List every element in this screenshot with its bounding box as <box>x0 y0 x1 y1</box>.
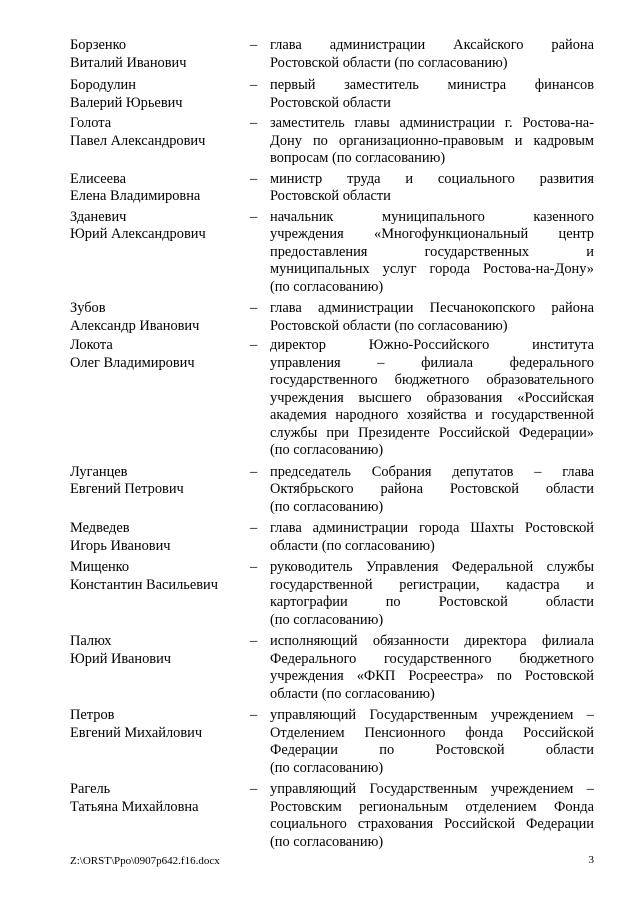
dash-separator: – <box>250 781 258 797</box>
member-position <box>270 171 594 206</box>
member-name <box>70 337 250 372</box>
position-line: (по согласованию) <box>270 833 384 850</box>
member-entry <box>70 633 594 703</box>
member-given-names: Виталий Иванович <box>70 54 187 71</box>
position-line: Федерации по Ростовской области <box>270 742 594 758</box>
member-surname: Зданевич <box>70 208 127 225</box>
member-surname: Палюх <box>70 633 112 649</box>
member-name <box>70 781 250 816</box>
position-line: Дону по организационно-правовым и кадровым <box>270 132 594 149</box>
position-line: области (по согласованию) <box>270 537 435 554</box>
member-given-names: Татьяна Михайловна <box>70 798 199 815</box>
position-line: управления – филиала федерального <box>270 354 594 371</box>
member-name <box>70 209 250 244</box>
member-position <box>270 633 594 703</box>
member-given-names: Елена Владимировна <box>70 188 201 204</box>
member-given-names: Олег Владимирович <box>70 354 195 371</box>
member-name <box>70 707 250 742</box>
member-position <box>270 337 594 460</box>
position-line: Ростовской области (по согласованию) <box>270 54 508 71</box>
member-position <box>270 300 594 335</box>
position-line: председатель Собрания депутатов – глава <box>270 463 594 480</box>
position-line: учреждения высшего образования «Российская <box>270 389 594 406</box>
member-surname: Петров <box>70 707 115 723</box>
member-given-names: Александр Иванович <box>70 317 200 334</box>
page-number: 3 <box>588 854 594 866</box>
position-line: управляющий Государственным учреждением – <box>270 707 594 723</box>
member-entry <box>70 337 594 460</box>
member-surname: Луганцев <box>70 463 128 480</box>
member-name <box>70 464 250 499</box>
position-line: глава администрации Аксайского района <box>270 37 594 53</box>
position-line: вопросам (по согласованию) <box>270 150 446 166</box>
position-line: руководитель Управления Федеральной службы <box>270 559 594 575</box>
member-entry <box>70 209 594 297</box>
member-given-names: Игорь Иванович <box>70 537 171 554</box>
dash-separator: – <box>250 337 258 353</box>
member-position <box>270 520 594 555</box>
member-name <box>70 37 250 72</box>
member-position <box>270 559 594 629</box>
member-position <box>270 781 594 851</box>
position-line: (по согласованию) <box>270 442 384 458</box>
member-entry <box>70 464 594 517</box>
position-line: службы при Президенте Российской Федерации» <box>270 424 594 441</box>
member-name <box>70 633 250 668</box>
position-line: предоставления государственных и <box>270 243 594 260</box>
dash-separator: – <box>250 559 258 575</box>
position-line: начальник муниципального казенного <box>270 208 594 225</box>
member-surname: Рагель <box>70 781 111 797</box>
member-surname: Медведев <box>70 520 130 536</box>
member-position <box>270 77 594 112</box>
dash-separator: – <box>250 300 258 316</box>
member-given-names: Валерий Юрьевич <box>70 94 183 111</box>
member-given-names: Евгений Петрович <box>70 481 184 497</box>
member-entry <box>70 520 594 555</box>
dash-separator: – <box>250 707 258 723</box>
dash-separator: – <box>250 170 258 187</box>
member-name <box>70 520 250 555</box>
member-name <box>70 77 250 112</box>
position-line: государственного бюджетного образовательного <box>270 372 594 388</box>
position-line: управляющий Государственным учреждением – <box>270 781 594 797</box>
position-line: глава администрации Песчанокопского района <box>270 300 594 316</box>
dash-separator: – <box>250 37 258 53</box>
position-line: (по согласованию) <box>270 278 384 295</box>
position-line: исполняющий обязанности директора филиала <box>270 633 594 649</box>
member-surname: Борзенко <box>70 37 127 53</box>
member-name <box>70 559 250 594</box>
member-given-names: Павел Александрович <box>70 132 206 149</box>
position-line: учреждения «Многофункциональный центр <box>270 226 594 242</box>
position-line: области (по согласованию) <box>270 685 435 702</box>
position-line: Ростовской области <box>270 188 391 204</box>
position-line: заместитель главы администрации г. Ростова-на- <box>270 115 594 131</box>
member-given-names: Юрий Александрович <box>70 226 206 242</box>
member-given-names: Евгений Михайлович <box>70 724 203 741</box>
dash-separator: – <box>250 520 258 536</box>
member-surname: Голота <box>70 115 112 131</box>
position-line: Ростовской области <box>270 94 391 111</box>
member-given-names: Константин Васильевич <box>70 576 218 593</box>
dash-separator: – <box>250 115 258 131</box>
position-line: Федерального государственного бюджетного <box>270 650 594 667</box>
dash-separator: – <box>250 463 258 480</box>
member-name <box>70 300 250 335</box>
position-line: Ростовским региональным отделением Фонда <box>270 798 594 815</box>
position-line: (по согласованию) <box>270 611 384 628</box>
member-surname: Зубов <box>70 300 106 316</box>
member-entry <box>70 707 594 777</box>
member-position <box>270 707 594 777</box>
position-line: государственной регистрации, кадастра и <box>270 576 594 593</box>
position-line: Отделением Пенсионного фонда Российской <box>270 724 594 741</box>
member-entry <box>70 115 594 168</box>
member-surname: Бородулин <box>70 77 136 93</box>
member-name <box>70 115 250 150</box>
position-line: Ростовской области (по согласованию) <box>270 317 508 334</box>
member-entry <box>70 559 594 629</box>
position-line: глава администрации города Шахты Ростовской <box>270 520 594 536</box>
member-surname: Локота <box>70 337 113 353</box>
member-position <box>270 209 594 297</box>
position-line: первый заместитель министра финансов <box>270 77 594 93</box>
member-name <box>70 171 250 206</box>
dash-separator: – <box>250 633 258 649</box>
member-entry <box>70 37 594 72</box>
member-position <box>270 464 594 517</box>
position-line: картографии по Ростовской области <box>270 594 594 610</box>
member-surname: Мищенко <box>70 559 130 575</box>
member-entry <box>70 77 594 112</box>
position-line: социального страхования Российской Федерации <box>270 816 594 832</box>
position-line: (по согласованию) <box>270 498 384 515</box>
member-entry <box>70 171 594 206</box>
member-position <box>270 37 594 72</box>
position-line: министр труда и социального развития <box>270 170 594 187</box>
member-list <box>70 37 594 851</box>
member-position <box>270 115 594 168</box>
position-line: (по согласованию) <box>270 759 384 776</box>
position-line: директор Южно-Российского института <box>270 337 594 353</box>
position-line: академия народного хозяйства и государственной <box>270 407 594 423</box>
member-given-names: Юрий Иванович <box>70 650 172 667</box>
position-line: Октябрьского района Ростовской области <box>270 481 594 497</box>
dash-separator: – <box>250 77 258 93</box>
member-surname: Елисеева <box>70 170 127 187</box>
position-line: учреждения «ФКП Росреестра» по Ростовской <box>270 668 594 684</box>
dash-separator: – <box>250 208 258 225</box>
member-entry <box>70 300 594 335</box>
position-line: муниципальных услуг города Ростова-на-Дону» <box>270 261 594 277</box>
member-entry <box>70 781 594 851</box>
footer-file-path: Z:\ORST\Ppo\0907p642.f16.docx <box>70 855 220 867</box>
